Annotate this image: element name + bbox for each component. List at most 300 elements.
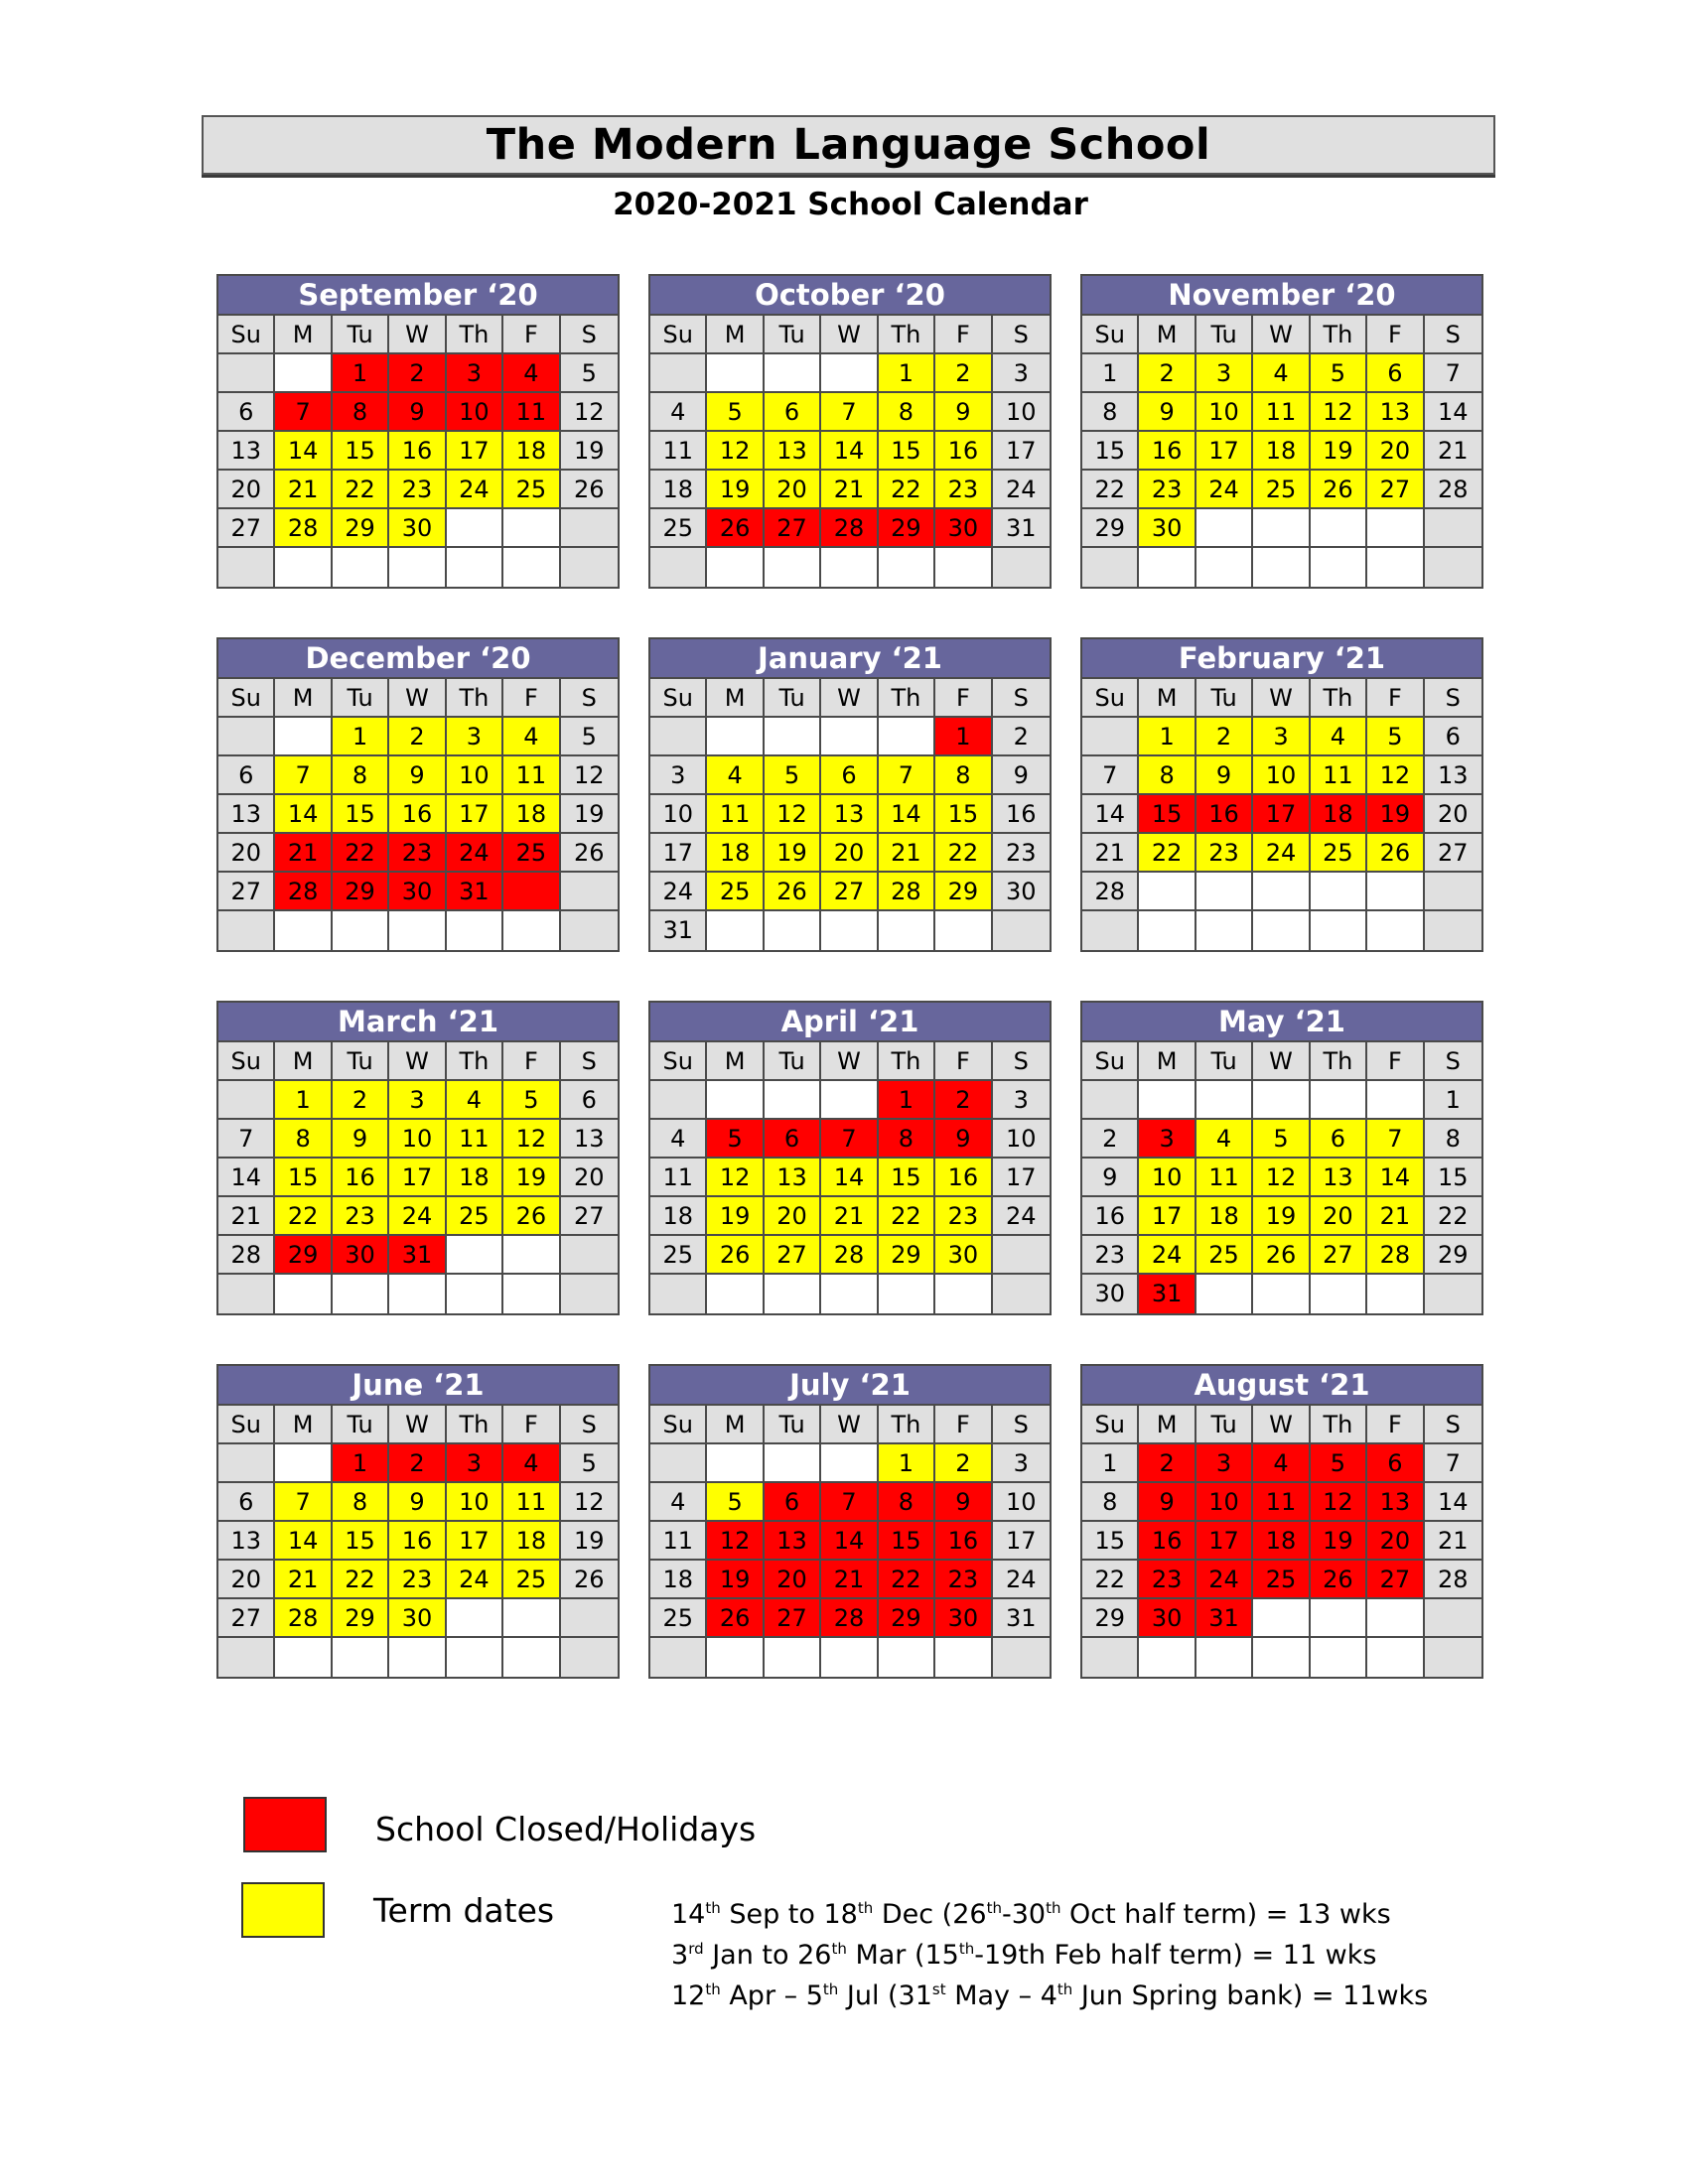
day-cell: 19 [561, 1522, 618, 1561]
closed-legend-label: School Closed/Holidays [375, 1810, 757, 1848]
day-cell: 26 [765, 873, 821, 911]
day-cell: 6 [218, 756, 275, 795]
empty-cell [561, 873, 618, 911]
day-cell: 7 [821, 393, 878, 432]
calendar-subtitle: 2020-2021 School Calendar [613, 187, 1088, 222]
day-cell: 1 [275, 1081, 332, 1120]
empty-cell [447, 1599, 503, 1638]
day-cell: 6 [765, 1483, 821, 1522]
day-cell: 13 [765, 1159, 821, 1197]
weekday-header: W [1253, 1042, 1310, 1081]
day-cell: 4 [650, 1120, 707, 1159]
empty-cell [503, 873, 560, 911]
empty-cell [447, 509, 503, 548]
day-cell: 20 [1367, 432, 1424, 471]
empty-cell [1139, 911, 1196, 950]
month-calendar [648, 1001, 1052, 1315]
day-cell: 10 [447, 393, 503, 432]
empty-cell [218, 1444, 275, 1483]
day-cell: 19 [561, 432, 618, 471]
day-cell: 4 [503, 354, 560, 393]
weekday-header: W [1253, 316, 1310, 354]
empty-cell [1311, 1599, 1367, 1638]
day-cell: 13 [218, 795, 275, 834]
empty-cell [447, 911, 503, 950]
day-cell: 13 [1425, 756, 1481, 795]
weekday-header: S [993, 316, 1050, 354]
weekday-header: F [503, 316, 560, 354]
day-cell: 11 [447, 1120, 503, 1159]
day-cell: 15 [1082, 432, 1139, 471]
empty-cell [650, 354, 707, 393]
weekday-header: S [561, 1042, 618, 1081]
day-cell: 2 [935, 1081, 992, 1120]
day-cell: 23 [1196, 834, 1253, 873]
weekday-header: Th [447, 316, 503, 354]
day-cell: 20 [1425, 795, 1481, 834]
day-cell: 5 [561, 718, 618, 756]
weekday-header: Th [447, 679, 503, 718]
weekday-header: Tu [765, 316, 821, 354]
empty-cell [1139, 873, 1196, 911]
day-cell: 21 [275, 834, 332, 873]
day-cell: 18 [1196, 1197, 1253, 1236]
empty-cell [503, 548, 560, 587]
day-cell: 13 [1367, 393, 1424, 432]
empty-cell [1253, 509, 1310, 548]
day-cell: 19 [765, 834, 821, 873]
day-cell: 5 [1367, 718, 1424, 756]
day-cell: 12 [503, 1120, 560, 1159]
empty-cell [879, 548, 935, 587]
weekday-header: Su [218, 1042, 275, 1081]
day-cell: 6 [1367, 354, 1424, 393]
day-cell: 5 [1253, 1120, 1310, 1159]
weekday-header: M [275, 679, 332, 718]
weekday-header: S [561, 679, 618, 718]
empty-cell [650, 1444, 707, 1483]
empty-cell [275, 548, 332, 587]
day-cell: 12 [707, 1159, 764, 1197]
empty-cell [1367, 1275, 1424, 1313]
day-cell: 14 [275, 1522, 332, 1561]
day-cell: 23 [935, 471, 992, 509]
empty-cell [879, 911, 935, 950]
day-cell: 9 [935, 1120, 992, 1159]
day-cell: 28 [275, 873, 332, 911]
day-cell: 4 [1253, 354, 1310, 393]
day-cell: 15 [1425, 1159, 1481, 1197]
day-cell: 8 [879, 1120, 935, 1159]
day-cell: 1 [1082, 1444, 1139, 1483]
day-cell: 20 [218, 1561, 275, 1599]
empty-cell [935, 911, 992, 950]
day-cell: 3 [1196, 1444, 1253, 1483]
weekday-header: Tu [765, 1042, 821, 1081]
weekday-header: W [1253, 679, 1310, 718]
empty-cell [1196, 873, 1253, 911]
empty-cell [1425, 911, 1481, 950]
weekday-header: W [389, 1042, 446, 1081]
day-cell: 10 [993, 393, 1050, 432]
weekday-header: S [1425, 1406, 1481, 1444]
day-cell: 7 [821, 1483, 878, 1522]
empty-cell [389, 911, 446, 950]
day-cell: 27 [765, 1236, 821, 1275]
day-cell: 6 [765, 393, 821, 432]
day-cell: 6 [218, 1483, 275, 1522]
month-title: March ‘21 [218, 1003, 618, 1042]
day-cell: 5 [765, 756, 821, 795]
day-cell: 23 [1139, 1561, 1196, 1599]
weekday-header: W [389, 316, 446, 354]
day-cell: 21 [275, 471, 332, 509]
day-cell: 29 [1082, 1599, 1139, 1638]
day-cell: 8 [879, 393, 935, 432]
weekday-header: Th [1311, 316, 1367, 354]
day-cell: 10 [650, 795, 707, 834]
day-cell: 21 [1425, 432, 1481, 471]
day-cell: 7 [275, 756, 332, 795]
weekday-header: Tu [765, 679, 821, 718]
day-cell: 9 [1139, 1483, 1196, 1522]
weekday-header: Tu [1196, 1406, 1253, 1444]
empty-cell [1139, 548, 1196, 587]
day-cell: 6 [821, 756, 878, 795]
day-cell: 13 [821, 795, 878, 834]
day-cell: 8 [275, 1120, 332, 1159]
day-cell: 9 [1196, 756, 1253, 795]
day-cell: 15 [1139, 795, 1196, 834]
weekday-header: Tu [1196, 316, 1253, 354]
empty-cell [333, 911, 389, 950]
empty-cell [707, 1444, 764, 1483]
day-cell: 10 [389, 1120, 446, 1159]
month-calendar [648, 1364, 1052, 1679]
day-cell: 28 [1425, 1561, 1481, 1599]
day-cell: 11 [650, 432, 707, 471]
month-calendar [1080, 1364, 1483, 1679]
empty-cell [218, 1275, 275, 1313]
day-cell: 25 [650, 1599, 707, 1638]
weekday-header: Th [879, 1406, 935, 1444]
empty-cell [218, 911, 275, 950]
empty-cell [707, 1638, 764, 1677]
day-cell: 25 [707, 873, 764, 911]
day-cell: 17 [650, 834, 707, 873]
day-cell: 12 [1311, 1483, 1367, 1522]
month-title: September ‘20 [218, 276, 618, 316]
day-cell: 30 [1139, 1599, 1196, 1638]
empty-cell [707, 1275, 764, 1313]
day-cell: 6 [1311, 1120, 1367, 1159]
empty-cell [821, 354, 878, 393]
day-cell: 28 [821, 1599, 878, 1638]
empty-cell [707, 354, 764, 393]
day-cell: 17 [1196, 432, 1253, 471]
day-cell: 2 [1139, 354, 1196, 393]
closed-legend-swatch [243, 1797, 327, 1852]
day-cell: 26 [503, 1197, 560, 1236]
day-cell: 22 [879, 1197, 935, 1236]
day-cell: 31 [1139, 1275, 1196, 1313]
day-cell: 4 [707, 756, 764, 795]
empty-cell [707, 1081, 764, 1120]
day-cell: 16 [1082, 1197, 1139, 1236]
empty-cell [765, 911, 821, 950]
empty-cell [447, 1275, 503, 1313]
day-cell: 21 [821, 1197, 878, 1236]
day-cell: 2 [389, 718, 446, 756]
empty-cell [275, 1638, 332, 1677]
day-cell: 24 [650, 873, 707, 911]
day-cell: 3 [1253, 718, 1310, 756]
empty-cell [1253, 1275, 1310, 1313]
day-cell: 11 [503, 1483, 560, 1522]
weekday-header: Th [1311, 679, 1367, 718]
day-cell: 24 [1196, 1561, 1253, 1599]
weekday-header: F [503, 679, 560, 718]
day-cell: 14 [218, 1159, 275, 1197]
day-cell: 18 [503, 795, 560, 834]
empty-cell [650, 718, 707, 756]
month-calendar [1080, 637, 1483, 952]
weekday-header: Tu [1196, 679, 1253, 718]
empty-cell [1139, 1638, 1196, 1677]
day-cell: 30 [389, 873, 446, 911]
day-cell: 9 [333, 1120, 389, 1159]
day-cell: 12 [561, 756, 618, 795]
day-cell: 26 [561, 834, 618, 873]
day-cell: 22 [1082, 1561, 1139, 1599]
day-cell: 15 [333, 432, 389, 471]
empty-cell [1196, 911, 1253, 950]
day-cell: 15 [275, 1159, 332, 1197]
day-cell: 15 [935, 795, 992, 834]
day-cell: 18 [650, 1561, 707, 1599]
empty-cell [993, 1638, 1050, 1677]
day-cell: 12 [561, 1483, 618, 1522]
weekday-header: M [707, 1406, 764, 1444]
empty-cell [1425, 1638, 1481, 1677]
empty-cell [993, 1236, 1050, 1275]
month-calendar [216, 1364, 620, 1679]
day-cell: 11 [707, 795, 764, 834]
day-cell: 7 [1425, 1444, 1481, 1483]
weekday-header: W [1253, 1406, 1310, 1444]
day-cell: 8 [333, 756, 389, 795]
weekday-header: M [1139, 1042, 1196, 1081]
month-calendar [216, 1001, 620, 1315]
day-cell: 6 [218, 393, 275, 432]
day-cell: 19 [707, 1561, 764, 1599]
day-cell: 5 [561, 354, 618, 393]
day-cell: 2 [333, 1081, 389, 1120]
day-cell: 22 [275, 1197, 332, 1236]
day-cell: 24 [447, 1561, 503, 1599]
day-cell: 14 [821, 432, 878, 471]
empty-cell [821, 718, 878, 756]
empty-cell [218, 1638, 275, 1677]
empty-cell [765, 1081, 821, 1120]
empty-cell [879, 718, 935, 756]
weekday-header: F [1367, 1406, 1424, 1444]
empty-cell [650, 548, 707, 587]
day-cell: 4 [503, 1444, 560, 1483]
day-cell: 23 [993, 834, 1050, 873]
empty-cell [1425, 1275, 1481, 1313]
day-cell: 9 [935, 393, 992, 432]
day-cell: 5 [707, 1120, 764, 1159]
day-cell: 29 [879, 1236, 935, 1275]
day-cell: 5 [1311, 1444, 1367, 1483]
month-title: January ‘21 [650, 639, 1050, 679]
day-cell: 13 [765, 432, 821, 471]
empty-cell [275, 1444, 332, 1483]
empty-cell [333, 548, 389, 587]
empty-cell [879, 1275, 935, 1313]
day-cell: 12 [707, 1522, 764, 1561]
weekday-header: Su [650, 679, 707, 718]
empty-cell [447, 548, 503, 587]
day-cell: 7 [821, 1120, 878, 1159]
weekday-header: Tu [1196, 1042, 1253, 1081]
weekday-header: S [993, 679, 1050, 718]
day-cell: 10 [447, 756, 503, 795]
day-cell: 21 [1082, 834, 1139, 873]
day-cell: 10 [993, 1483, 1050, 1522]
day-cell: 12 [1253, 1159, 1310, 1197]
weekday-header: Su [1082, 1406, 1139, 1444]
empty-cell [561, 509, 618, 548]
day-cell: 2 [389, 354, 446, 393]
empty-cell [1253, 873, 1310, 911]
day-cell: 20 [1311, 1197, 1367, 1236]
empty-cell [1082, 1638, 1139, 1677]
day-cell: 29 [879, 509, 935, 548]
empty-cell [1082, 548, 1139, 587]
day-cell: 8 [333, 393, 389, 432]
day-cell: 24 [993, 1197, 1050, 1236]
day-cell: 15 [333, 1522, 389, 1561]
day-cell: 26 [707, 1599, 764, 1638]
day-cell: 27 [765, 509, 821, 548]
empty-cell [650, 1275, 707, 1313]
day-cell: 14 [1082, 795, 1139, 834]
day-cell: 15 [879, 432, 935, 471]
day-cell: 2 [993, 718, 1050, 756]
day-cell: 14 [821, 1159, 878, 1197]
day-cell: 1 [1425, 1081, 1481, 1120]
day-cell: 2 [1139, 1444, 1196, 1483]
day-cell: 23 [389, 1561, 446, 1599]
empty-cell [503, 1236, 560, 1275]
day-cell: 23 [935, 1561, 992, 1599]
weekday-header: W [821, 679, 878, 718]
empty-cell [218, 548, 275, 587]
empty-cell [218, 354, 275, 393]
empty-cell [821, 1275, 878, 1313]
day-cell: 1 [1139, 718, 1196, 756]
day-cell: 6 [1367, 1444, 1424, 1483]
day-cell: 28 [1425, 471, 1481, 509]
weekday-header: Su [650, 316, 707, 354]
day-cell: 4 [650, 393, 707, 432]
weekday-header: M [1139, 1406, 1196, 1444]
day-cell: 31 [993, 509, 1050, 548]
empty-cell [561, 548, 618, 587]
month-calendar [216, 637, 620, 952]
day-cell: 28 [821, 1236, 878, 1275]
empty-cell [765, 1638, 821, 1677]
day-cell: 10 [1139, 1159, 1196, 1197]
day-cell: 31 [389, 1236, 446, 1275]
empty-cell [389, 1275, 446, 1313]
day-cell: 1 [333, 1444, 389, 1483]
term-legend-label: Term dates [373, 1891, 555, 1930]
day-cell: 23 [1139, 471, 1196, 509]
empty-cell [1253, 1081, 1310, 1120]
day-cell: 14 [821, 1522, 878, 1561]
empty-cell [1253, 548, 1310, 587]
day-cell: 27 [1425, 834, 1481, 873]
empty-cell [879, 1638, 935, 1677]
day-cell: 17 [993, 432, 1050, 471]
empty-cell [993, 1275, 1050, 1313]
term-note-line: 12th Apr – 5th Jul (31st May – 4th Jun Spring bank) = 11wks [671, 1980, 1429, 2011]
day-cell: 7 [879, 756, 935, 795]
empty-cell [821, 1444, 878, 1483]
empty-cell [561, 1275, 618, 1313]
day-cell: 19 [707, 471, 764, 509]
day-cell: 22 [1139, 834, 1196, 873]
empty-cell [1139, 1081, 1196, 1120]
day-cell: 10 [1196, 393, 1253, 432]
day-cell: 4 [503, 718, 560, 756]
day-cell: 3 [993, 1081, 1050, 1120]
empty-cell [503, 509, 560, 548]
day-cell: 7 [218, 1120, 275, 1159]
month-calendar [1080, 274, 1483, 589]
day-cell: 15 [333, 795, 389, 834]
weekday-header: Tu [333, 1406, 389, 1444]
day-cell: 14 [1367, 1159, 1424, 1197]
month-title: October ‘20 [650, 276, 1050, 316]
weekday-header: S [993, 1042, 1050, 1081]
day-cell: 30 [333, 1236, 389, 1275]
day-cell: 25 [1311, 834, 1367, 873]
day-cell: 31 [993, 1599, 1050, 1638]
empty-cell [1425, 509, 1481, 548]
weekday-header: Tu [333, 1042, 389, 1081]
day-cell: 16 [935, 1159, 992, 1197]
empty-cell [1367, 1638, 1424, 1677]
day-cell: 24 [993, 1561, 1050, 1599]
day-cell: 25 [1196, 1236, 1253, 1275]
day-cell: 1 [333, 718, 389, 756]
day-cell: 5 [707, 393, 764, 432]
empty-cell [218, 718, 275, 756]
day-cell: 18 [650, 471, 707, 509]
day-cell: 20 [561, 1159, 618, 1197]
day-cell: 22 [333, 1561, 389, 1599]
empty-cell [1196, 1275, 1253, 1313]
day-cell: 10 [447, 1483, 503, 1522]
day-cell: 30 [389, 509, 446, 548]
weekday-header: S [1425, 1042, 1481, 1081]
day-cell: 3 [1196, 354, 1253, 393]
day-cell: 22 [935, 834, 992, 873]
